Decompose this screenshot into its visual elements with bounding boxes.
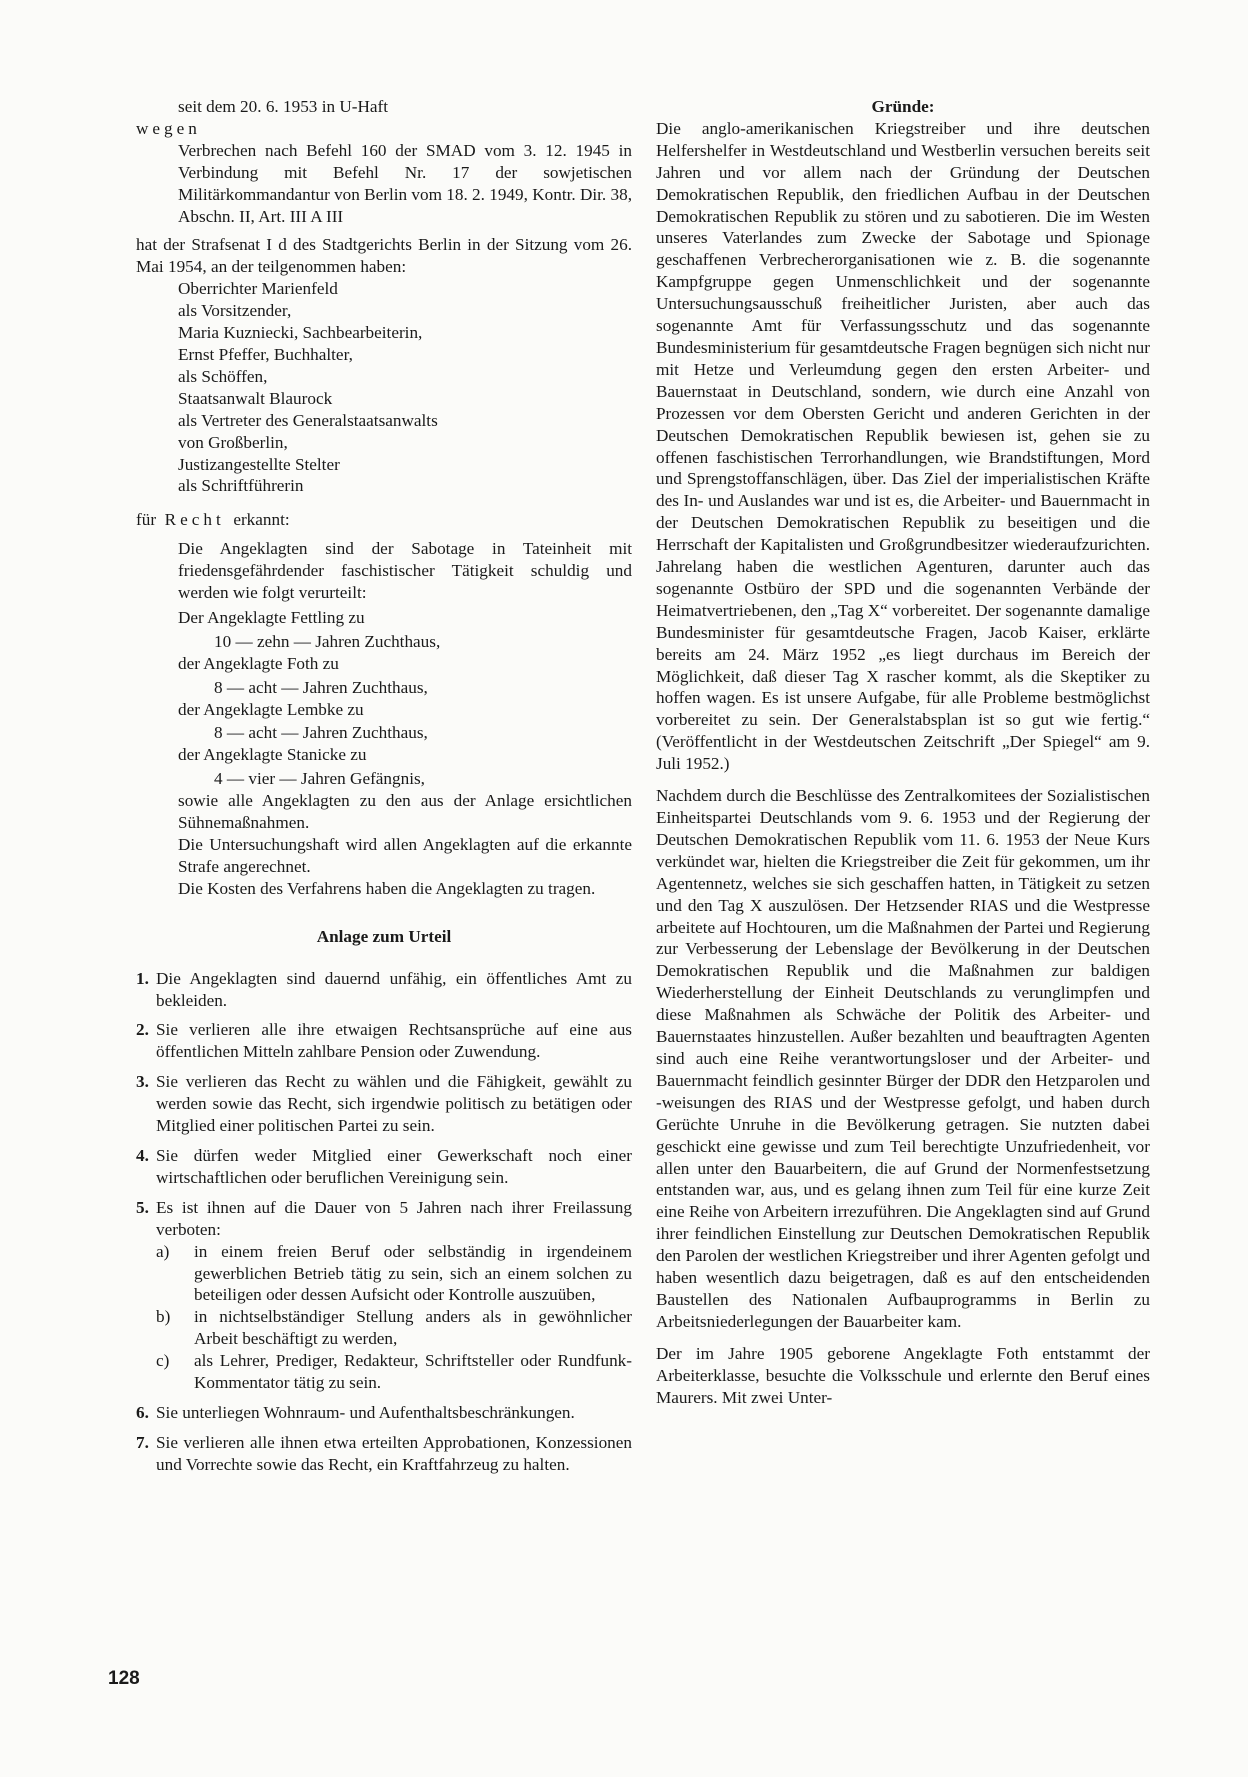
- anlage-item-text: Sie verlieren das Recht zu wählen und die Fähigkeit, gewählt zu werden sowie das Recht, sich irgendwie politisch zu betätigen oder Mitglied einer politischen Partei zu sein.: [156, 1072, 632, 1136]
- anlage-item-text: Sie unterliegen Wohnraum- und Aufenthaltsbeschränkungen.: [156, 1402, 575, 1422]
- participant-line: als Schriftführerin: [178, 476, 304, 496]
- custody-credit-text: Die Untersuchungshaft wird allen Angeklagten auf die erkannte Strafe angerechnet.: [178, 835, 632, 876]
- participant-line: Oberrichter Marienfeld: [178, 279, 338, 299]
- participant-line: Maria Kuzniecki, Sachbearbeiterin,: [178, 323, 423, 343]
- anlage-item: [136, 1402, 632, 1424]
- costs-text: Die Kosten des Verfahrens haben die Angeklagten zu tragen.: [178, 878, 596, 898]
- anlage-item-number: 7.: [136, 1432, 149, 1452]
- participant-line: als Vorsitzender,: [178, 301, 292, 321]
- participant-line: als Schöffen,: [178, 366, 268, 386]
- participants-list: [136, 278, 632, 497]
- anlage-subitem: [136, 1306, 632, 1350]
- recht-erkannt-word: Recht: [164, 510, 225, 530]
- sentence-defendant: der Angeklagte Lembke zu: [178, 699, 364, 719]
- anlage-item-number: 2.: [136, 1020, 149, 1040]
- right-column: [656, 96, 1150, 1408]
- anlage-item-text: Sie verlieren alle ihre etwaigen Rechtsansprüche auf eine aus öffentlichen Mitteln zahlbare Pension oder Zuwendung.: [156, 1020, 632, 1062]
- anlage-subitem: [136, 1350, 632, 1394]
- sentence-defendant: der Angeklagte Stanicke zu: [178, 745, 367, 765]
- anlage-subitem: [136, 1241, 632, 1307]
- recht-erkannt-prefix: für: [136, 510, 157, 530]
- sentence-term: 8 — acht — Jahren Zuchthaus,: [214, 677, 428, 697]
- participant-line: Ernst Pfeffer, Buchhalter,: [178, 344, 353, 364]
- wegen-label: wegen: [136, 118, 201, 138]
- anlage-subitem-label: b): [156, 1307, 171, 1327]
- participant-line: Justizangestellte Stelter: [178, 454, 340, 474]
- anlage-item-text: Sie dürfen weder Mitglied einer Gewerkschaft noch einer wirtschaftlichen oder beruflichen Vereinigung sein.: [156, 1145, 632, 1187]
- anlage-item-number: 6.: [136, 1402, 149, 1422]
- sentence-term: 8 — acht — Jahren Zuchthaus,: [214, 723, 428, 743]
- page-number: 128: [108, 1668, 140, 1689]
- participant-line: als Vertreter des Generalstaatsanwalts: [178, 410, 438, 430]
- anlage-subitem-label: a): [156, 1241, 170, 1261]
- sentence-defendant: Der Angeklagte Fettling zu: [178, 607, 365, 627]
- anlage-subitem-text: in nichtselbständiger Stellung anders als in gewöhnlicher Arbeit beschäftigt zu werden,: [194, 1307, 632, 1349]
- sentence-defendant: der Angeklagte Foth zu: [178, 653, 339, 673]
- anlage-list: [136, 968, 632, 1476]
- charge-text: Verbrechen nach Befehl 160 der SMAD vom 3. 12. 1945 in Verbindung mit Befehl Nr. 17 der sowjetischen Militärkommandantur von Berlin vom 18. 2. 1949, Kontr. Dir. 38, Abschn. II, Art. III A III: [178, 140, 632, 226]
- anlage-item-text: Die Angeklagten sind dauernd unfähig, ein öffentliches Amt zu bekleiden.: [156, 968, 632, 1010]
- custody-line: seit dem 20. 6. 1953 in U-Haft: [178, 97, 389, 116]
- participant-line: von Großberlin,: [178, 432, 288, 452]
- anlage-item: [136, 1019, 632, 1063]
- recht-erkannt-suffix: erkannt:: [233, 510, 290, 530]
- body-paragraph: Der im Jahre 1905 geborene Angeklagte Foth entstammt der Arbeiterklasse, besuchte die Volksschule und erlernte den Beruf eines Maurers. Mit zwei Unter-: [656, 1343, 1150, 1407]
- anlage-heading: Anlage zum Urteil: [316, 926, 452, 946]
- body-paragraph: Die anglo-amerikanischen Kriegstreiber und ihre deutschen Helfershelfer in Westdeutschland und Westberlin versuchen bereits seit Jahren und vor allem nach der Gründung der Deutschen Demokratischen Republik, den friedlichen Aufbau in der Deutschen Demokratischen Republik zu stören und zu sabotieren. Die im Westen unseres Vaterlandes zum Zwecke der Sabotage und Spionage geschaffenen Verbrecherorganisationen wie z. B. die sogenannte Kampfgruppe gegen Unmenschlichkeit und der sogenannte Untersuchungsausschuß freiheitlicher Juristen, aber auch das sogenannte Amt für Verfassungsschutz und das sogenannte Bundesministerium für gesamtdeutsche Fragen begnügen sich nicht nur mit Hetze und Verleumdung gegen den ersten Arbeiter- und Bauernstaat in Deutschland, sondern, wie durch eine Anzahl von Prozessen vor dem Obersten Gericht und anderen Gerichten in der Deutschen Demokratischen Republik bewiesen ist, gehen sie zu offenen faschistischen Terrorhandlungen, wie Brandstiftungen, Mord und Sprengstoffanschlägen, über. Das Ziel der imperialistischen Kräfte des In- und Auslandes war und ist es, die Arbeiter- und Bauernmacht in der Deutschen Demokratischen Republik zu beseitigen und die Herrschaft der Kapitalisten und Großgrundbesitzer wiederaufzurichten. Jahrelang haben die westlichen Agenturen, darunter auch das sogenannte Ostbüro der SPD und die sogenannten Verbände der Heimatvertriebenen, den „Tag X“ vorbereitet. Der sogenannte damalige Bundesminister für gesamtdeutsche Fragen, Jacob Kaiser, erklärte bereits am 24. März 1952 „es liegt durchaus im Bereich der Möglichkeit, daß dieser Tag X rascher kommt, als die Skeptiker zu hoffen wagen. Es ist unsere Aufgabe, für alle Probleme bestmöglichst vorbereitet zu sein. Der Generalstabsplan ist so gut wie fertig.“ (Veröffentlicht in der Westdeutschen Zeitschrift „Der Spiegel“ am 9. Juli 1952.): [656, 118, 1150, 774]
- anlage-item-number: 3.: [136, 1072, 149, 1092]
- sentence-term: 4 — vier — Jahren Gefängnis,: [214, 769, 425, 789]
- anlage-item-text: Es ist ihnen auf die Dauer von 5 Jahren nach ihrer Freilassung verboten:: [156, 1197, 632, 1239]
- left-column: [136, 96, 632, 1476]
- anlage-item-text: Sie verlieren alle ihnen etwa erteilten Approbationen, Konzessionen und Vorrechte sowie das Recht, ein Kraftfahrzeug zu halten.: [156, 1432, 632, 1474]
- verdict-intro: Die Angeklagten sind der Sabotage in Tateinheit mit friedensgefährdender faschistischer Tätigkeit schuldig und werden wie folgt verurteilt:: [178, 539, 632, 603]
- sentence-term: 10 — zehn — Jahren Zuchthaus,: [214, 631, 441, 651]
- anlage-item-number: 5.: [136, 1197, 149, 1217]
- participant-line: Staatsanwalt Blaurock: [178, 388, 333, 408]
- anlage-subitem-text: in einem freien Beruf oder selbständig in irgendeinem gewerblichen Betrieb tätig zu sein, sich an einem solchen zu beteiligen oder dessen Aufsicht oder Kontrolle auszuüben,: [194, 1241, 632, 1305]
- body-paragraph: Nachdem durch die Beschlüsse des Zentralkomitees der Sozialistischen Einheitspartei Deutschlands vom 9. 6. 1953 und der Regierung der Deutschen Demokratischen Republik vom 11. 6. 1953 der Neue Kurs verkündet war, hielten die Kriegstreiber die Zeit für gekommen, um ihr Agentennetz, welches sie sich geschaffen hatten, in Tätigkeit zu setzen und den Tag X auszulösen. Der Hetzsender RIAS und die Westpresse arbeitete auf Hochtouren, um die Maßnahmen der Partei und Regierung zur Verbesserung der Lebenslage der Bevölkerung in der Deutschen Demokratischen Republik und die Maßnahmen zur baldigen Wiederherstellung der Einheit Deutschlands zu verunglimpfen und diese Maßnahmen als Schwäche der Politik des Arbeiter- und Bauernstaates hinzustellen. Außer bezahlten und beauftragten Agenten sind auch eine Reihe verantwortungsloser und der Arbeiter- und Bauernmacht feindlich gesinnter Bürger der DDR den Hetzparolen und -weisungen des RIAS und der Westpresse gefolgt, und haben durch Gerüchte Unruhe in die Bevölkerung getragen. Sie nutzten dabei geschickt eine gewisse und zum Teil berechtigte Unzufriedenheit, vor allen unter den Bauarbeitern, die auf Grund der Normenfestsetzung entstanden war, aus, und es gelang ihnen zum Teil für eine kurze Zeit eine Reihe von Arbeitern irrezuführen. Die Angeklagten sind auf Grund ihrer feindlichen Einstellung zur Deutschen Demokratischen Republik den Parolen der westlichen Kriegstreiber und ihrer Agenten gefolgt und haben wesentlich dazu beigetragen, daß es auf den entscheidenden Baustellen des Nationalen Aufbauprogramms in Berlin zu Arbeitsniederlegungen der Bauarbeiter kam.: [656, 786, 1150, 1331]
- recht-erkannt-line: [136, 509, 632, 531]
- anlage-item-number: 4.: [136, 1145, 149, 1165]
- anlage-item: [136, 1432, 632, 1476]
- anlage-subitem-text: als Lehrer, Prediger, Redakteur, Schriftsteller oder Rundfunk-Kommentator tätig zu sein.: [194, 1351, 632, 1393]
- sentences-list: [136, 607, 632, 790]
- court-text: hat der Strafsenat I d des Stadtgerichts Berlin in der Sitzung vom 26. Mai 1954, an der teilgenommen haben:: [136, 235, 632, 277]
- anlage-item-number: 1.: [136, 968, 149, 988]
- anlage-item: [136, 1071, 632, 1137]
- gruende-heading: Gründe:: [871, 97, 935, 116]
- anlage-item: [136, 1197, 632, 1241]
- measures-text: sowie alle Angeklagten zu den aus der Anlage ersichtlichen Sühnemaßnahmen.: [178, 791, 632, 833]
- anlage-item: [136, 1145, 632, 1189]
- anlage-item: [136, 968, 632, 1012]
- anlage-subitem-label: c): [156, 1351, 170, 1371]
